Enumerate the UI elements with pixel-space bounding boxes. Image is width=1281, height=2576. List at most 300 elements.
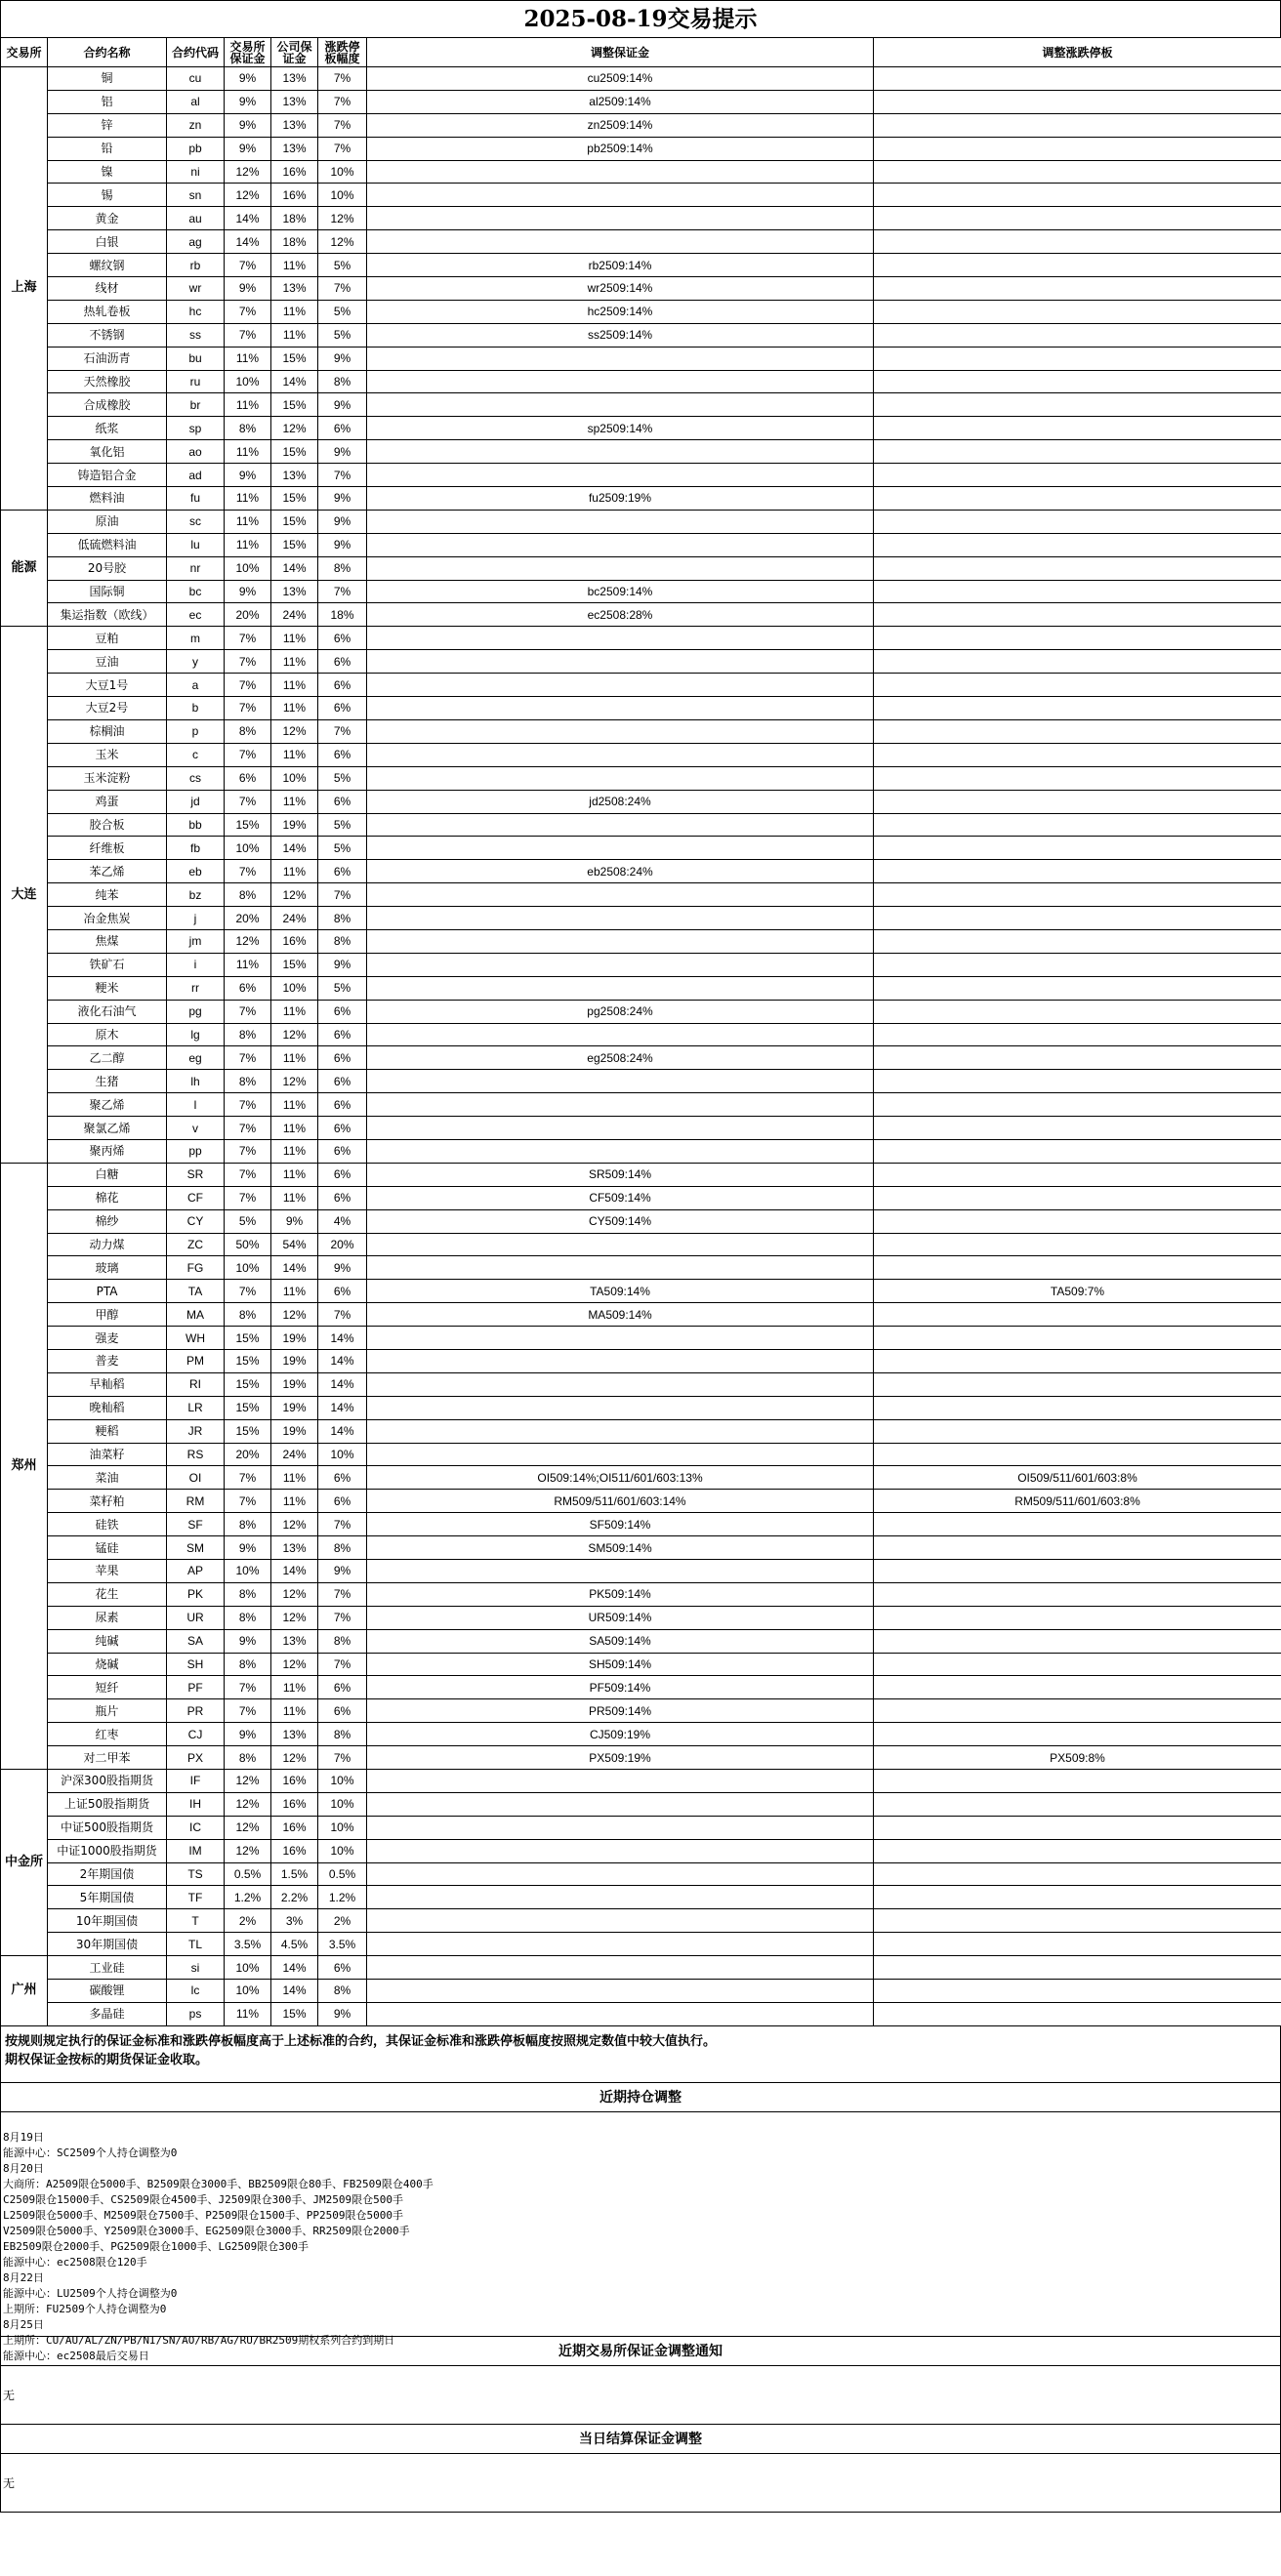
company-margin-cell: 11% <box>271 254 318 277</box>
contract-name-cell: 5年期国债 <box>48 1886 167 1909</box>
price-limit-cell: 6% <box>318 1046 367 1070</box>
adjusted-limit-cell <box>874 487 1281 511</box>
exchange-margin-cell: 9% <box>225 1723 271 1746</box>
contract-code-cell: hc <box>167 300 225 323</box>
contract-name-cell: 粳米 <box>48 976 167 1000</box>
adjusted-margin-cell <box>367 1139 874 1163</box>
contract-name-cell: 尿素 <box>48 1606 167 1629</box>
adjusted-margin-cell <box>367 556 874 580</box>
position-line: 8月19日 <box>3 2130 44 2144</box>
adjusted-limit-cell <box>874 766 1281 790</box>
table-row <box>1 90 1281 113</box>
contract-name-cell: 沪深300股指期货 <box>48 1770 167 1793</box>
contract-name-cell: 棉纱 <box>48 1209 167 1233</box>
contract-name-cell: 棕榈油 <box>48 719 167 743</box>
adjusted-margin-cell <box>367 1560 874 1583</box>
col-header-adjusted-limit: 调整涨跌停板 <box>874 38 1281 67</box>
exchange-margin-cell: 3.5% <box>225 1933 271 1956</box>
table-row <box>1 813 1281 837</box>
exchange-margin-cell: 7% <box>225 1280 271 1303</box>
exchange-margin-cell: 20% <box>225 1443 271 1466</box>
price-limit-cell: 9% <box>318 393 367 417</box>
contract-code-cell: p <box>167 719 225 743</box>
price-limit-cell: 6% <box>318 417 367 440</box>
table-row <box>1 277 1281 301</box>
contract-code-cell: j <box>167 907 225 930</box>
adjusted-limit-cell <box>874 1770 1281 1793</box>
adjusted-margin-cell: cu2509:14% <box>367 67 874 91</box>
exchange-margin-cell: 6% <box>225 976 271 1000</box>
contract-name-cell: 甲醇 <box>48 1303 167 1327</box>
contract-name-cell: 纸浆 <box>48 417 167 440</box>
company-margin-cell: 16% <box>271 1770 318 1793</box>
contract-name-cell: 菜油 <box>48 1466 167 1490</box>
col-header-adjusted-margin: 调整保证金 <box>367 38 874 67</box>
exchange-margin-cell: 7% <box>225 323 271 347</box>
exchange-margin-cell: 15% <box>225 1327 271 1350</box>
contract-code-cell: SA <box>167 1629 225 1653</box>
adjusted-limit-cell <box>874 1349 1281 1372</box>
contract-code-cell: ag <box>167 230 225 254</box>
company-margin-cell: 11% <box>271 1046 318 1070</box>
company-margin-cell: 16% <box>271 160 318 184</box>
contract-code-cell: sc <box>167 510 225 533</box>
exchange-margin-cell: 9% <box>225 277 271 301</box>
exchange-margin-cell: 15% <box>225 1349 271 1372</box>
contract-name-cell: 螺纹钢 <box>48 254 167 277</box>
contract-code-cell: IF <box>167 1770 225 1793</box>
contract-code-cell: UR <box>167 1606 225 1629</box>
company-margin-cell: 11% <box>271 1000 318 1023</box>
adjusted-limit-cell <box>874 860 1281 883</box>
adjusted-margin-cell <box>367 813 874 837</box>
contract-name-cell: 原油 <box>48 510 167 533</box>
adjusted-margin-cell: zn2509:14% <box>367 113 874 137</box>
adjusted-margin-cell <box>367 184 874 207</box>
price-limit-cell: 7% <box>318 1746 367 1770</box>
margin-table <box>0 37 1281 2026</box>
price-limit-cell: 6% <box>318 1093 367 1117</box>
exchange-margin-cell: 9% <box>225 580 271 603</box>
company-margin-cell: 19% <box>271 813 318 837</box>
contract-name-cell: 白糖 <box>48 1163 167 1186</box>
company-margin-cell: 4.5% <box>271 1933 318 1956</box>
adjusted-limit-cell <box>874 1629 1281 1653</box>
company-margin-cell: 15% <box>271 347 318 370</box>
price-limit-cell: 7% <box>318 1582 367 1606</box>
contract-code-cell: lh <box>167 1070 225 1093</box>
company-margin-cell: 54% <box>271 1233 318 1256</box>
contract-code-cell: CJ <box>167 1723 225 1746</box>
contract-code-cell: ec <box>167 603 225 627</box>
exchange-margin-cell: 8% <box>225 1513 271 1536</box>
table-row <box>1 2002 1281 2025</box>
company-margin-cell: 16% <box>271 1792 318 1816</box>
adjusted-limit-cell <box>874 1513 1281 1536</box>
company-margin-cell: 15% <box>271 487 318 511</box>
adjusted-margin-cell <box>367 1839 874 1862</box>
adjusted-margin-cell <box>367 1117 874 1140</box>
company-margin-cell: 9% <box>271 1209 318 1233</box>
exchange-margin-cell: 1.2% <box>225 1886 271 1909</box>
exchange-margin-cell: 9% <box>225 137 271 160</box>
company-margin-cell: 14% <box>271 837 318 860</box>
adjusted-limit-cell <box>874 393 1281 417</box>
adjusted-margin-cell <box>367 907 874 930</box>
exchange-margin-cell: 12% <box>225 1816 271 1839</box>
adjusted-margin-cell: sp2509:14% <box>367 417 874 440</box>
price-limit-cell: 14% <box>318 1327 367 1350</box>
contract-name-cell: 焦煤 <box>48 929 167 953</box>
price-limit-cell: 7% <box>318 113 367 137</box>
price-limit-cell: 6% <box>318 743 367 766</box>
adjusted-margin-cell <box>367 1070 874 1093</box>
contract-code-cell: ru <box>167 370 225 393</box>
contract-name-cell: 硅铁 <box>48 1513 167 1536</box>
contract-code-cell: LR <box>167 1396 225 1419</box>
contract-name-cell: 铸造铝合金 <box>48 464 167 487</box>
price-limit-cell: 7% <box>318 883 367 907</box>
contract-code-cell: a <box>167 674 225 697</box>
adjusted-margin-cell <box>367 766 874 790</box>
rule-note-line: 按规则规定执行的保证金标准和涨跌停板幅度高于上述标准的合约，其保证金标准和涨跌停板幅度按照规定数值中较大值执行。 <box>5 2033 717 2049</box>
price-limit-cell: 14% <box>318 1396 367 1419</box>
company-margin-cell: 19% <box>271 1327 318 1350</box>
table-row <box>1 1303 1281 1327</box>
adjusted-limit-cell <box>874 464 1281 487</box>
contract-name-cell: 冶金焦炭 <box>48 907 167 930</box>
contract-name-cell: 30年期国债 <box>48 1933 167 1956</box>
table-row <box>1 1582 1281 1606</box>
adjusted-limit-cell <box>874 1653 1281 1676</box>
company-margin-cell: 12% <box>271 1653 318 1676</box>
contract-name-cell: 棉花 <box>48 1186 167 1209</box>
table-row <box>1 1490 1281 1513</box>
position-line: 8月20日 <box>3 2161 44 2175</box>
col-header-limit: 涨跌停板幅度 <box>318 38 367 67</box>
contract-code-cell: m <box>167 627 225 650</box>
contract-name-cell: 普麦 <box>48 1349 167 1372</box>
price-limit-cell: 9% <box>318 953 367 976</box>
table-row <box>1 1770 1281 1793</box>
company-margin-cell: 13% <box>271 137 318 160</box>
adjusted-limit-cell <box>874 533 1281 556</box>
adjusted-margin-cell <box>367 674 874 697</box>
exchange-margin-cell: 11% <box>225 440 271 464</box>
contract-name-cell: 生猪 <box>48 1070 167 1093</box>
contract-name-cell: 胶合板 <box>48 813 167 837</box>
table-row <box>1 1792 1281 1816</box>
contract-name-cell: 纤维板 <box>48 837 167 860</box>
company-margin-cell: 12% <box>271 1023 318 1046</box>
contract-name-cell: 中证500股指期货 <box>48 1816 167 1839</box>
contract-code-cell: ZC <box>167 1233 225 1256</box>
price-limit-cell: 9% <box>318 347 367 370</box>
table-row <box>1 1023 1281 1046</box>
price-limit-cell: 0.5% <box>318 1862 367 1886</box>
exchange-margin-cell: 12% <box>225 1770 271 1793</box>
price-limit-cell: 5% <box>318 766 367 790</box>
contract-name-cell: 热轧卷板 <box>48 300 167 323</box>
contract-code-cell: lc <box>167 1980 225 2003</box>
adjusted-margin-cell <box>367 440 874 464</box>
adjusted-limit-cell <box>874 1933 1281 1956</box>
contract-name-cell: 晚籼稻 <box>48 1396 167 1419</box>
table-row <box>1 976 1281 1000</box>
position-line: 8月25日 <box>3 2317 44 2331</box>
adjusted-margin-cell: fu2509:19% <box>367 487 874 511</box>
table-row <box>1 1256 1281 1280</box>
exchange-margin-cell: 7% <box>225 1699 271 1723</box>
company-margin-cell: 11% <box>271 1093 318 1117</box>
adjusted-margin-cell <box>367 929 874 953</box>
adjusted-limit-cell <box>874 1139 1281 1163</box>
position-line: 大商所：A2509限仓5000手、B2509限仓3000手、BB2509限仓80手、FB2509限仓400手 <box>3 2177 434 2190</box>
table-row <box>1 1209 1281 1233</box>
contract-code-cell: rr <box>167 976 225 1000</box>
price-limit-cell: 7% <box>318 1303 367 1327</box>
adjusted-margin-cell: OI509:14%;OI511/601/603:13% <box>367 1466 874 1490</box>
contract-name-cell: PTA <box>48 1280 167 1303</box>
exchange-margin-cell: 11% <box>225 487 271 511</box>
adjusted-limit-cell <box>874 837 1281 860</box>
price-limit-cell: 14% <box>318 1349 367 1372</box>
price-limit-cell: 5% <box>318 837 367 860</box>
contract-name-cell: 天然橡胶 <box>48 370 167 393</box>
contract-code-cell: sp <box>167 417 225 440</box>
adjusted-limit-cell <box>874 370 1281 393</box>
price-limit-cell: 6% <box>318 1117 367 1140</box>
contract-name-cell: 铅 <box>48 137 167 160</box>
contract-code-cell: PK <box>167 1582 225 1606</box>
table-row <box>1 1653 1281 1676</box>
contract-code-cell: pg <box>167 1000 225 1023</box>
table-row <box>1 184 1281 207</box>
exchange-margin-cell: 12% <box>225 184 271 207</box>
company-margin-cell: 24% <box>271 1443 318 1466</box>
exchange-margin-cell: 9% <box>225 67 271 91</box>
price-limit-cell: 8% <box>318 1980 367 2003</box>
adjusted-limit-cell <box>874 510 1281 533</box>
price-limit-cell: 12% <box>318 230 367 254</box>
contract-name-cell: 动力煤 <box>48 1233 167 1256</box>
adjusted-limit-cell <box>874 1792 1281 1816</box>
price-limit-cell: 6% <box>318 1070 367 1093</box>
table-row <box>1 650 1281 674</box>
adjusted-limit-cell <box>874 697 1281 720</box>
adjusted-limit-cell <box>874 113 1281 137</box>
contract-name-cell: 黄金 <box>48 207 167 230</box>
contract-name-cell: 菜籽粕 <box>48 1490 167 1513</box>
contract-name-cell: 强麦 <box>48 1327 167 1350</box>
adjusted-margin-cell: pb2509:14% <box>367 137 874 160</box>
contract-code-cell: wr <box>167 277 225 301</box>
adjusted-margin-cell: PK509:14% <box>367 1582 874 1606</box>
contract-code-cell: sn <box>167 184 225 207</box>
table-row <box>1 1629 1281 1653</box>
table-row <box>1 1419 1281 1443</box>
adjusted-margin-cell: PR509:14% <box>367 1699 874 1723</box>
adjusted-margin-cell: pg2508:24% <box>367 1000 874 1023</box>
adjusted-limit-cell <box>874 813 1281 837</box>
adjusted-margin-cell <box>367 743 874 766</box>
adjusted-limit-cell: OI509/511/601/603:8% <box>874 1466 1281 1490</box>
company-margin-cell: 11% <box>271 860 318 883</box>
exchange-margin-cell: 7% <box>225 790 271 813</box>
price-limit-cell: 6% <box>318 1000 367 1023</box>
position-line: L2509限仓5000手、M2509限仓7500手、P2509限仓1500手、PP2509限仓5000手 <box>3 2208 404 2222</box>
company-margin-cell: 18% <box>271 207 318 230</box>
exchange-margin-cell: 7% <box>225 254 271 277</box>
table-row <box>1 393 1281 417</box>
price-limit-cell: 7% <box>318 137 367 160</box>
table-row <box>1 1980 1281 2003</box>
company-margin-cell: 24% <box>271 907 318 930</box>
price-limit-cell: 7% <box>318 719 367 743</box>
contract-code-cell: pp <box>167 1139 225 1163</box>
contract-code-cell: PM <box>167 1349 225 1372</box>
contract-name-cell: 大豆2号 <box>48 697 167 720</box>
adjusted-limit-cell <box>874 1093 1281 1117</box>
price-limit-cell: 6% <box>318 674 367 697</box>
adjusted-limit-cell <box>874 1886 1281 1909</box>
contract-code-cell: nr <box>167 556 225 580</box>
price-limit-cell: 10% <box>318 1792 367 1816</box>
contract-name-cell: 上证50股指期货 <box>48 1792 167 1816</box>
price-limit-cell: 10% <box>318 1770 367 1793</box>
adjusted-limit-cell <box>874 627 1281 650</box>
exchange-margin-cell: 15% <box>225 813 271 837</box>
exchange-margin-cell: 10% <box>225 370 271 393</box>
adjusted-limit-cell <box>874 1117 1281 1140</box>
contract-code-cell: ad <box>167 464 225 487</box>
adjusted-limit-cell <box>874 790 1281 813</box>
contract-code-cell: au <box>167 207 225 230</box>
col-header-exchange-margin: 交易所保证金 <box>225 38 271 67</box>
contract-code-cell: zn <box>167 113 225 137</box>
adjusted-margin-cell <box>367 1327 874 1350</box>
exchange-margin-cell: 8% <box>225 1023 271 1046</box>
adjusted-limit-cell <box>874 323 1281 347</box>
exchange-margin-cell: 8% <box>225 417 271 440</box>
contract-name-cell: 不锈钢 <box>48 323 167 347</box>
price-limit-cell: 6% <box>318 1466 367 1490</box>
adjusted-limit-cell <box>874 580 1281 603</box>
table-row <box>1 1466 1281 1490</box>
contract-name-cell: 聚氯乙烯 <box>48 1117 167 1140</box>
contract-code-cell: cu <box>167 67 225 91</box>
price-limit-cell: 5% <box>318 254 367 277</box>
company-margin-cell: 19% <box>271 1349 318 1372</box>
exchange-cell: 上海 <box>1 67 48 511</box>
company-margin-cell: 11% <box>271 1117 318 1140</box>
contract-code-cell: bz <box>167 883 225 907</box>
contract-name-cell: 中证1000股指期货 <box>48 1839 167 1862</box>
col-header-company-margin: 公司保证金 <box>271 38 318 67</box>
adjusted-limit-cell <box>874 929 1281 953</box>
company-margin-cell: 13% <box>271 1723 318 1746</box>
adjusted-margin-cell: MA509:14% <box>367 1303 874 1327</box>
contract-code-cell: PF <box>167 1676 225 1699</box>
adjusted-limit-cell <box>874 907 1281 930</box>
company-margin-cell: 11% <box>271 743 318 766</box>
price-limit-cell: 7% <box>318 1513 367 1536</box>
exchange-margin-cell: 7% <box>225 1093 271 1117</box>
table-row <box>1 230 1281 254</box>
price-limit-cell: 6% <box>318 1676 367 1699</box>
contract-name-cell: 白银 <box>48 230 167 254</box>
contract-name-cell: 聚乙烯 <box>48 1093 167 1117</box>
exchange-margin-cell: 8% <box>225 719 271 743</box>
table-row <box>1 1699 1281 1723</box>
contract-name-cell: 工业硅 <box>48 1956 167 1980</box>
adjusted-limit-cell: PX509:8% <box>874 1746 1281 1770</box>
exchange-margin-cell: 11% <box>225 533 271 556</box>
contract-code-cell: T <box>167 1909 225 1933</box>
adjusted-margin-cell <box>367 510 874 533</box>
adjusted-margin-cell: PF509:14% <box>367 1676 874 1699</box>
price-limit-cell: 10% <box>318 1839 367 1862</box>
exchange-margin-cell: 7% <box>225 1186 271 1209</box>
table-row <box>1 160 1281 184</box>
adjusted-limit-cell <box>874 300 1281 323</box>
contract-name-cell: 短纤 <box>48 1676 167 1699</box>
adjusted-margin-cell <box>367 1816 874 1839</box>
company-margin-cell: 11% <box>271 1163 318 1186</box>
contract-code-cell: OI <box>167 1466 225 1490</box>
table-row <box>1 1000 1281 1023</box>
price-limit-cell: 2% <box>318 1909 367 1933</box>
contract-code-cell: RS <box>167 1443 225 1466</box>
adjusted-margin-cell <box>367 2002 874 2025</box>
price-limit-cell: 9% <box>318 1256 367 1280</box>
company-margin-cell: 19% <box>271 1419 318 1443</box>
contract-name-cell: 玻璃 <box>48 1256 167 1280</box>
table-row <box>1 953 1281 976</box>
exchange-margin-cell: 11% <box>225 347 271 370</box>
exchange-margin-cell: 15% <box>225 1419 271 1443</box>
exchange-margin-cell: 12% <box>225 1839 271 1862</box>
adjusted-margin-cell: SH509:14% <box>367 1653 874 1676</box>
table-row <box>1 1396 1281 1419</box>
contract-code-cell: SR <box>167 1163 225 1186</box>
adjusted-margin-cell: eb2508:24% <box>367 860 874 883</box>
adjusted-margin-cell: RM509/511/601/603:14% <box>367 1490 874 1513</box>
company-margin-cell: 12% <box>271 417 318 440</box>
contract-name-cell: 聚丙烯 <box>48 1139 167 1163</box>
price-limit-cell: 6% <box>318 1490 367 1513</box>
contract-name-cell: 20号胶 <box>48 556 167 580</box>
company-margin-cell: 14% <box>271 1980 318 2003</box>
table-row <box>1 627 1281 650</box>
exchange-margin-cell: 7% <box>225 1139 271 1163</box>
contract-code-cell: eb <box>167 860 225 883</box>
company-margin-cell: 11% <box>271 1699 318 1723</box>
adjusted-margin-cell <box>367 953 874 976</box>
contract-code-cell: AP <box>167 1560 225 1583</box>
adjusted-margin-cell: rb2509:14% <box>367 254 874 277</box>
exchange-margin-cell: 8% <box>225 1582 271 1606</box>
contract-name-cell: 铝 <box>48 90 167 113</box>
table-row <box>1 1933 1281 1956</box>
adjusted-margin-cell <box>367 719 874 743</box>
price-limit-cell: 6% <box>318 1139 367 1163</box>
exchange-margin-cell: 7% <box>225 1046 271 1070</box>
adjusted-margin-cell <box>367 1349 874 1372</box>
table-row <box>1 1163 1281 1186</box>
table-row <box>1 1372 1281 1396</box>
company-margin-cell: 15% <box>271 2002 318 2025</box>
